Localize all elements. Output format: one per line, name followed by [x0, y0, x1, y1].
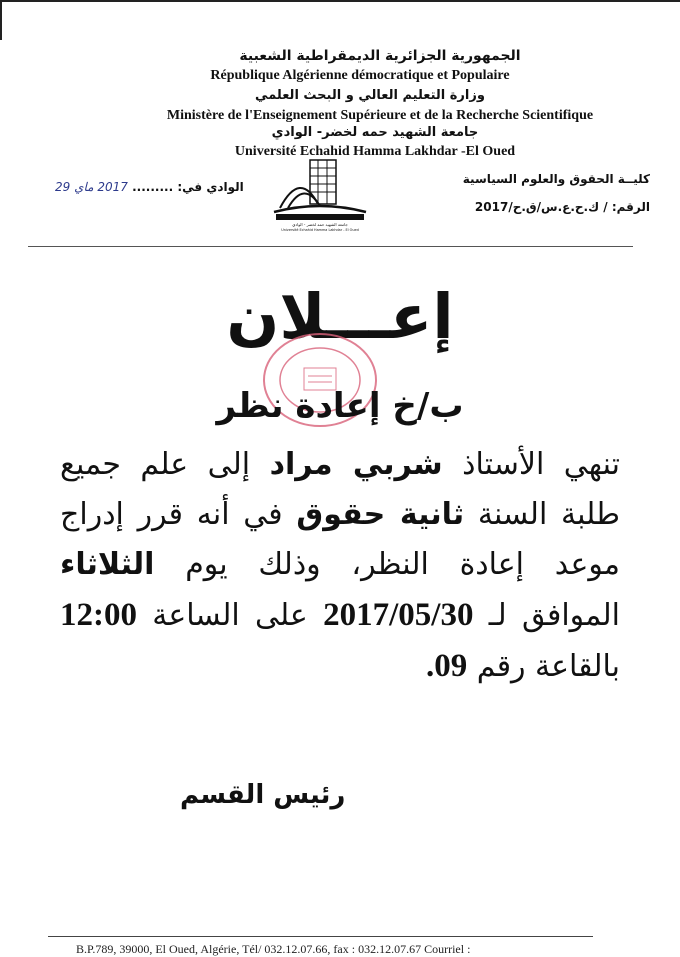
logo-caption-fr: Université Echahid Hamma Lakhdar - El Oued: [281, 228, 359, 232]
university-logo: [270, 156, 370, 232]
body-text-2: إلى علم جميع طلبة السنة: [60, 447, 620, 532]
reference-number: [475, 200, 650, 214]
header-republic-ar: الجمهورية الجزائرية الديمقراطية الشعبية: [239, 48, 521, 64]
date-line: الوادي في: ......... 2017 ماي 29: [55, 180, 244, 194]
body-text-5: على الساعة: [137, 598, 324, 633]
reference-value: / ك.ح.ع.س/ق.ح/2017: [474, 200, 608, 214]
header-republic-fr: République Algérienne démocratique et Populaire: [210, 68, 510, 83]
page-border-left: [0, 0, 2, 40]
header-university-ar: جامعة الشهيد حمه لخضر- الوادي: [271, 125, 479, 140]
header-ministry-ar: وزارة التعليم العالي و البحث العلمي: [255, 88, 485, 103]
signature-title: رئيس القسم: [180, 780, 346, 810]
announcement-title: إعـــلان: [226, 280, 454, 353]
footer-divider: [48, 936, 593, 937]
date-label: الوادي في:: [177, 180, 244, 194]
exam-time: 12:00: [60, 597, 137, 633]
student-level: ثانية حقوق: [296, 497, 465, 532]
logo-caption-ar: جامعة الشهيد حمه لخضر - الوادي: [292, 222, 348, 227]
body-text-1: تنهي الأستاذ: [442, 447, 620, 482]
header-university-fr: Université Echahid Hamma Lakhdar -El Oued: [234, 144, 516, 159]
body-text-6: بالقاعة رقم: [467, 649, 620, 684]
date-value: 2017 ماي 29: [55, 180, 128, 194]
page-border-top: [0, 0, 680, 2]
body-text-4: الموافق لـ: [473, 598, 620, 633]
room-number: 09.: [425, 648, 468, 684]
reference-label: الرقم:: [611, 200, 650, 214]
exam-date: 2017/05/30: [323, 597, 474, 633]
body-text-3: في أنه قرر إدراج موعد إعادة النظر، وذلك يوم: [60, 497, 620, 582]
footer-address: B.P.789, 39000, El Oued, Algérie, Tél/ 032.12.07.66, fax : 032.12.07.67 Courriel :: [76, 942, 471, 956]
professor-name: شربي مراد: [269, 447, 443, 482]
header-divider: [28, 246, 633, 247]
header-ministry-fr: Ministère de l'Enseignement Supérieure et de la Recherche Scientifique: [166, 108, 594, 123]
announcement-body: [60, 440, 620, 692]
exam-day: الثلاثاء: [60, 547, 155, 582]
faculty-name: كليــة الحقوق والعلوم السياسية: [462, 172, 650, 186]
announcement-subtitle: ب/خ إعادة نظر: [216, 386, 464, 426]
